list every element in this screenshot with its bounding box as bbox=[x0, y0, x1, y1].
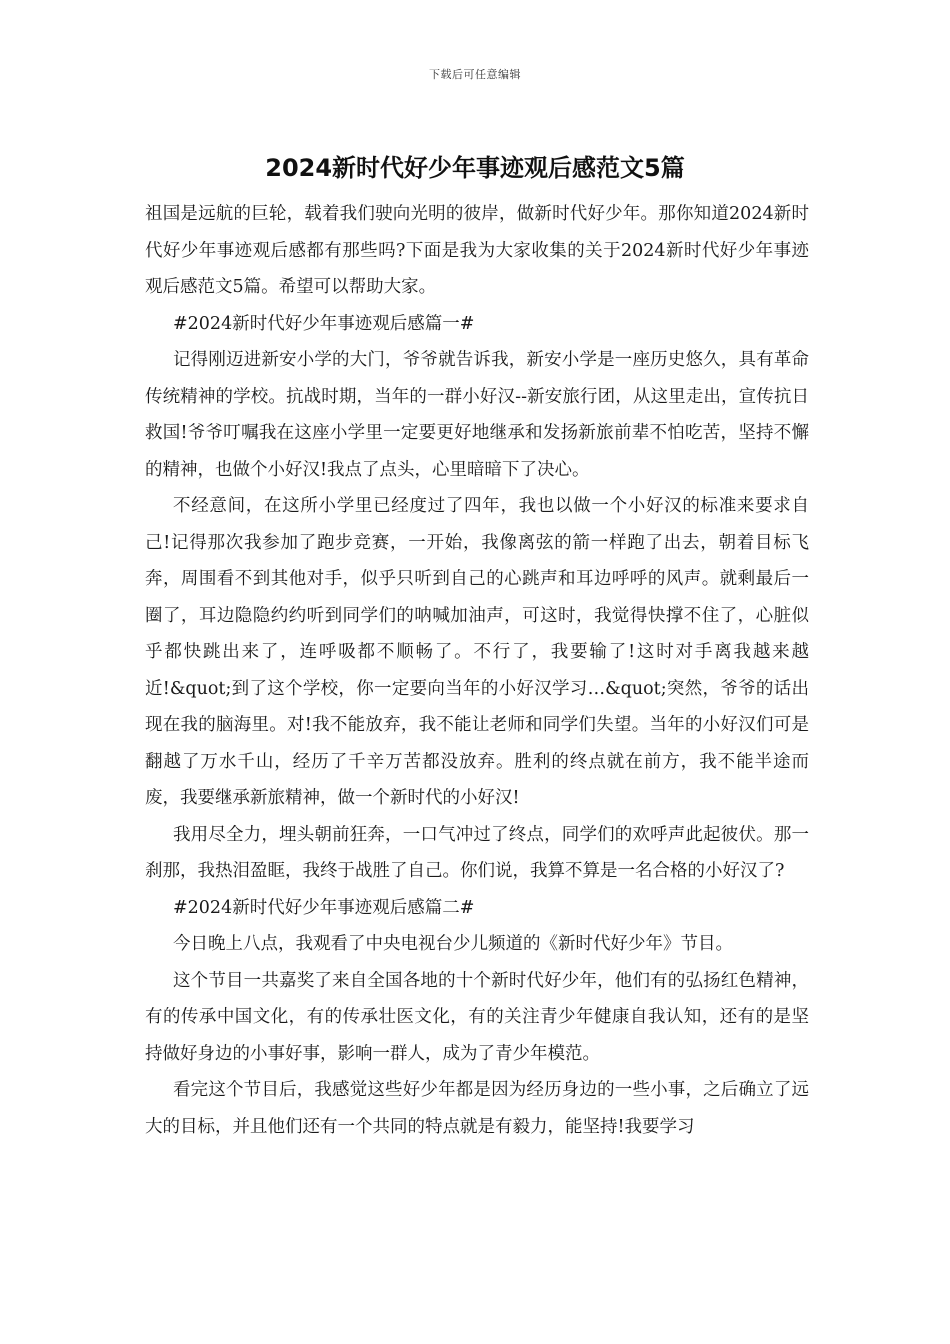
document-body bbox=[145, 196, 809, 1145]
page-header-note: 下载后可任意编辑 bbox=[429, 68, 521, 81]
body-paragraph: 不经意间，在这所小学里已经度过了四年，我也以做一个小好汉的标准来要求自己!记得那次我参加了跑步竞赛，一开始，我像离弦的箭一样跑了出去，朝着目标飞奔，周围看不到其他对手，似乎只听到自己的心跳声和耳边呼呼的风声。就剩最后一圈了，耳边隐隐约约听到同学们的呐喊加油声，可这时，我觉得快撑不住了，心脏似乎都快跳出来了，连呼吸都不顺畅了。不行了，我要输了!这时对手离我越来越近!&quot;到了这个学校，你一定要向当年的小好汉学习…&quot;突然，爷爷的话出现在我的脑海里。对!我不能放弃，我不能让老师和同学们失望。当年的小好汉们可是翻越了万水千山，经历了千辛万苦都没放弃。胜利的终点就在前方，我不能半途而废，我要继承新旅精神，做一个新时代的小好汉! bbox=[145, 496, 809, 808]
body-paragraph: 今日晚上八点，我观看了中央电视台少儿频道的《新时代好少年》节目。 bbox=[173, 934, 733, 954]
body-paragraph: 这个节目一共嘉奖了来自全国各地的十个新时代好少年，他们有的弘扬红色精神，有的传承中国文化，有的传承壮医文化，有的关注青少年健康自我认知，还有的是坚持做好身边的小事好事，影响一群人，成为了青少年模范。 bbox=[145, 970, 809, 1064]
body-paragraph: 记得刚迈进新安小学的大门，爷爷就告诉我，新安小学是一座历史悠久，具有革命传统精神的学校。抗战时期，当年的一群小好汉--新安旅行团，从这里走出，宣传抗日救国!爷爷叮嘱我在这座小学里一定要更好地继承和发扬新旅前辈不怕吃苦，坚持不懈的精神，也做个小好汉!我点了点头，心里暗暗下了决心。 bbox=[145, 350, 809, 480]
body-paragraph: 我用尽全力，埋头朝前狂奔，一口气冲过了终点，同学们的欢呼声此起彼伏。那一刹那，我热泪盈眶，我终于战胜了自己。你们说，我算不算是一名合格的小好汉了? bbox=[145, 824, 809, 881]
section-heading: #2024新时代好少年事迹观后感篇二# bbox=[173, 897, 475, 918]
body-paragraph: 看完这个节目后，我感觉这些好少年都是因为经历身边的一些小事，之后确立了远大的目标，并且他们还有一个共同的特点就是有毅力，能坚持!我要学习 bbox=[145, 1080, 809, 1137]
body-paragraph: 祖国是远航的巨轮，载着我们驶向光明的彼岸，做新时代好少年。那你知道2024新时代好少年事迹观后感都有那些吗?下面是我为大家收集的关于2024新时代好少年事迹观后感范文5篇。希望可以帮助大家。 bbox=[145, 204, 809, 297]
document-title: 2024新时代好少年事迹观后感范文5篇 bbox=[265, 154, 685, 182]
section-heading: #2024新时代好少年事迹观后感篇一# bbox=[173, 313, 475, 334]
